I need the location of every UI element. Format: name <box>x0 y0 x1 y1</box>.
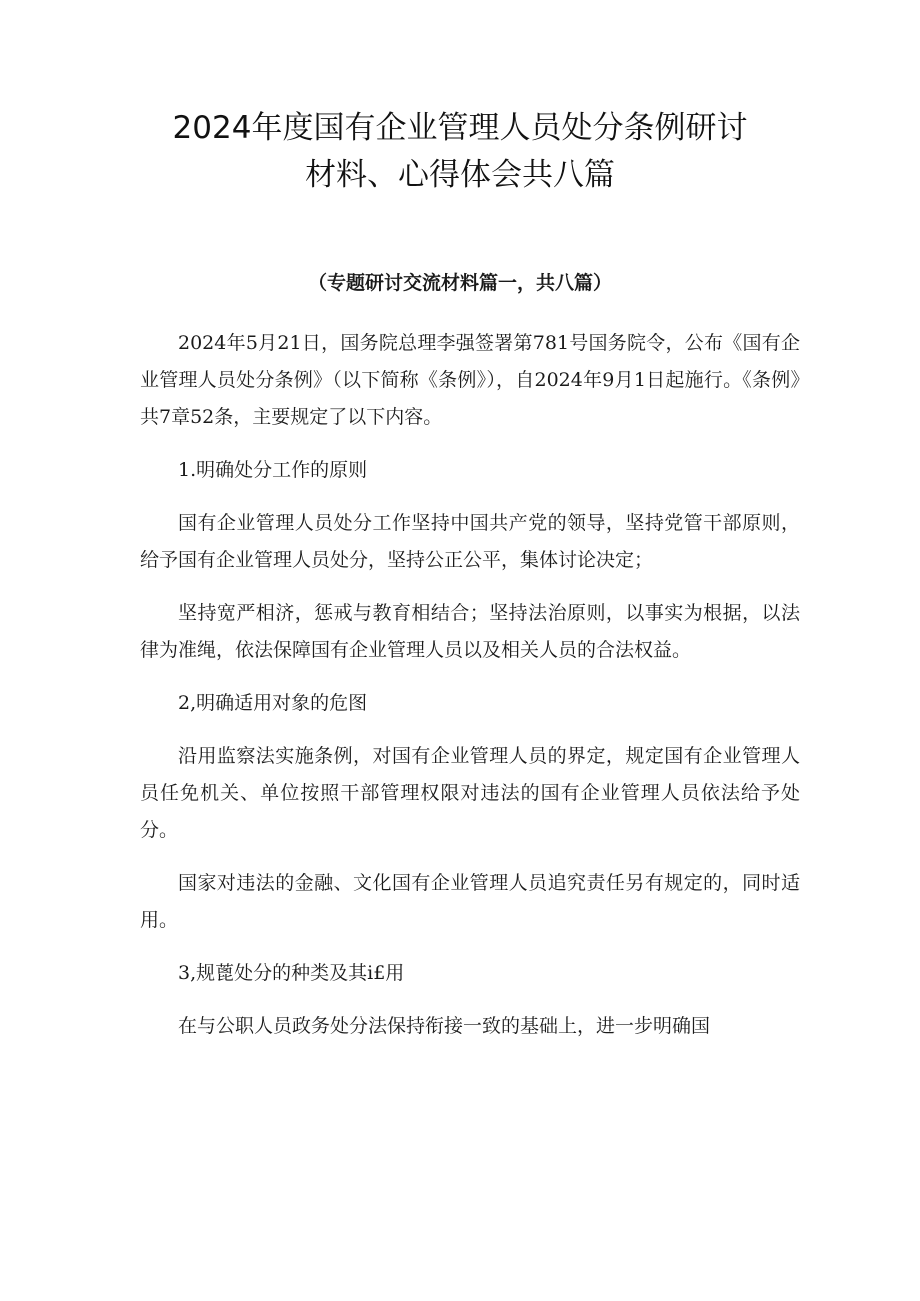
paragraph-intro: 2024年5月21日，国务院总理李强签署第781号国务院令，公布《国有企业管理人员处分条例》（以下简称《条例》），自2024年9月1日起施行。《条例》共7章52条，主要规定了以下内容。 <box>140 332 800 428</box>
section-heading-3: 3,规蓖处分的种类及其i£用 <box>178 962 405 984</box>
section-heading-2: 2,明确适用对象的危图 <box>178 692 368 714</box>
title-line-1: 2024年度国有企业管理人员处分条例研讨 <box>172 110 748 146</box>
section-heading-1: 1.明确处分工作的原则 <box>178 459 368 481</box>
document-title <box>0 105 920 199</box>
document-subtitle: （专题研讨交流材料篇一，共八篇） <box>307 272 612 294</box>
paragraph-principles: 国有企业管理人员处分工作坚持中国共产党的领导，坚持党管干部原则，给予国有企业管理人员处分，坚持公正公平，集体讨论决定； <box>140 512 800 571</box>
paragraph-types: 在与公职人员政务处分法保持衔接一致的基础上，进一步明确国 <box>178 1015 711 1037</box>
paragraph-scope-finance: 国家对违法的金融、文化国有企业管理人员追究责任另有规定的，同时适用。 <box>140 872 800 931</box>
document-body <box>140 325 800 1061</box>
title-line-2: 材料、心得体会共八篇 <box>305 157 615 193</box>
paragraph-principles-cont: 坚持宽严相济，惩戒与教育相结合；坚持法治原则，以事实为根据，以法律为准绳，依法保障国有企业管理人员以及相关人员的合法权益。 <box>140 602 800 661</box>
paragraph-scope: 沿用监察法实施条例，对国有企业管理人员的界定，规定国有企业管理人员任免机关、单位按照干部管理权限对违法的国有企业管理人员依法给予处分。 <box>140 745 800 841</box>
